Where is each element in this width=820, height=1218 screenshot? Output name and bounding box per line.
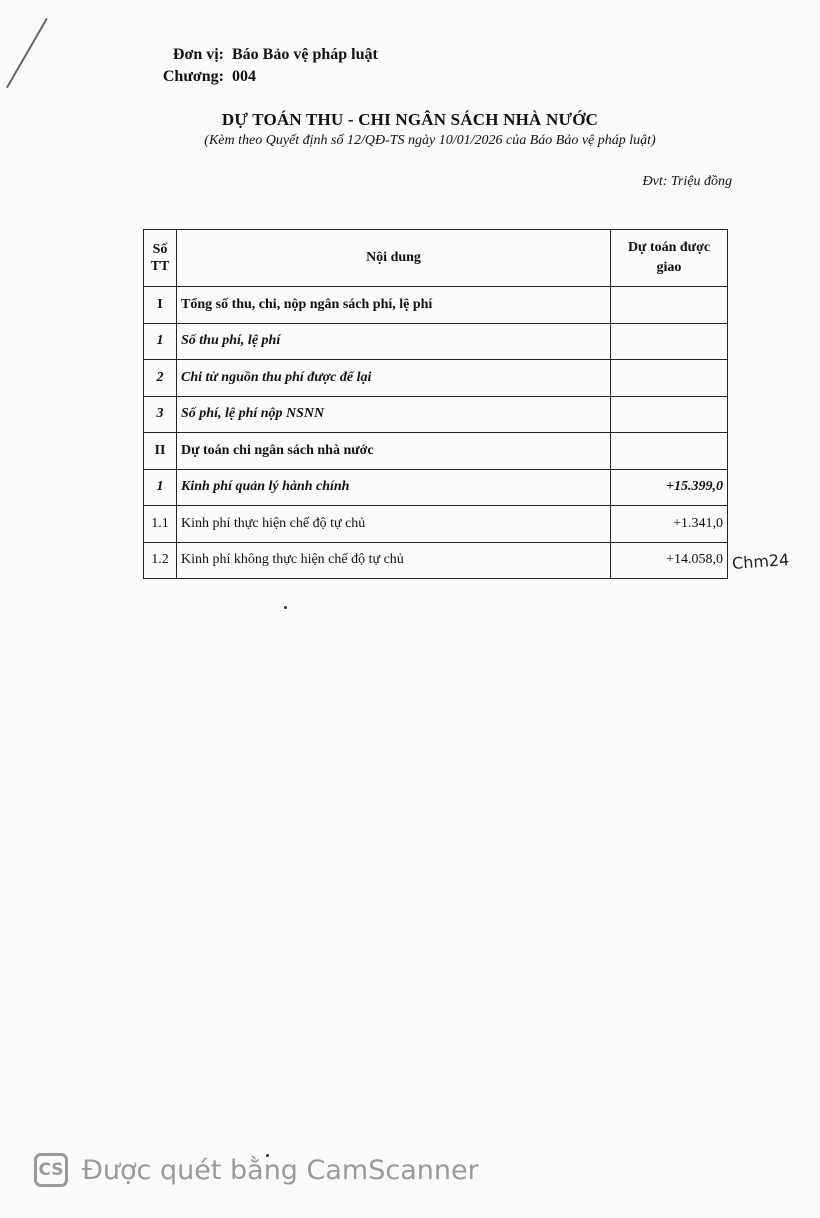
header-value: Dự toán được giao [611, 230, 728, 287]
table-row [144, 506, 728, 543]
row-value: +1.341,0 [611, 506, 728, 543]
row-stt: II [144, 433, 177, 470]
row-content: Kinh phí không thực hiện chế độ tự chủ [177, 542, 611, 579]
row-content: Kinh phí quản lý hành chính [177, 469, 611, 506]
document-title: DỰ TOÁN THU - CHI NGÂN SÁCH NHÀ NƯỚC [221, 110, 599, 129]
row-stt: 1 [144, 323, 177, 360]
unit-row [152, 44, 378, 66]
header-content: Nội dung [177, 230, 611, 287]
row-stt: 3 [144, 396, 177, 433]
row-stt: I [144, 287, 177, 324]
chapter-label: Chương: [162, 68, 224, 85]
row-content: Dự toán chi ngân sách nhà nước [177, 433, 611, 470]
unit-note: Đvt: Triệu đồng [642, 174, 732, 189]
camscanner-watermark [34, 1153, 479, 1187]
scan-speck [284, 606, 287, 609]
row-content: Chi từ nguồn thu phí được để lại [177, 360, 611, 397]
row-stt: 1.1 [144, 506, 177, 543]
row-stt: 1 [144, 469, 177, 506]
row-content: Tổng số thu, chi, nộp ngân sách phí, lệ phí [177, 287, 611, 324]
chapter-row [152, 66, 378, 88]
row-stt: 2 [144, 360, 177, 397]
handwritten-signature: Chm24 [731, 550, 790, 573]
row-value [611, 323, 728, 360]
table-body [144, 287, 728, 579]
row-stt: 1.2 [144, 542, 177, 579]
chapter-value: 004 [232, 68, 256, 85]
document-header [152, 44, 378, 88]
row-content: Số thu phí, lệ phí [177, 323, 611, 360]
unit-label: Đơn vị: [172, 46, 224, 63]
table-row [144, 323, 728, 360]
watermark-text: Được quét bằng CamScanner [82, 1154, 479, 1186]
row-content: Kinh phí thực hiện chế độ tự chủ [177, 506, 611, 543]
unit-value: Báo Bảo vệ pháp luật [232, 46, 378, 63]
table-row [144, 469, 728, 506]
row-content: Số phí, lệ phí nộp NSNN [177, 396, 611, 433]
budget-table [143, 229, 728, 579]
header-stt: Số TT [144, 230, 177, 287]
row-value: +15.399,0 [611, 469, 728, 506]
row-value [611, 433, 728, 470]
table-row [144, 433, 728, 470]
table-header-row [144, 230, 728, 287]
table-row [144, 360, 728, 397]
row-value: +14.058,0 [611, 542, 728, 579]
camscanner-logo-icon: CS [34, 1153, 68, 1187]
document-subtitle: (Kèm theo Quyết định số 12/QĐ-TS ngày 10/01/2026 của Báo Bảo vệ pháp luật) [204, 133, 656, 148]
table-row [144, 542, 728, 579]
table-row [144, 396, 728, 433]
table-row [144, 287, 728, 324]
scan-artifact-line [6, 18, 48, 88]
row-value [611, 287, 728, 324]
row-value [611, 360, 728, 397]
row-value [611, 396, 728, 433]
